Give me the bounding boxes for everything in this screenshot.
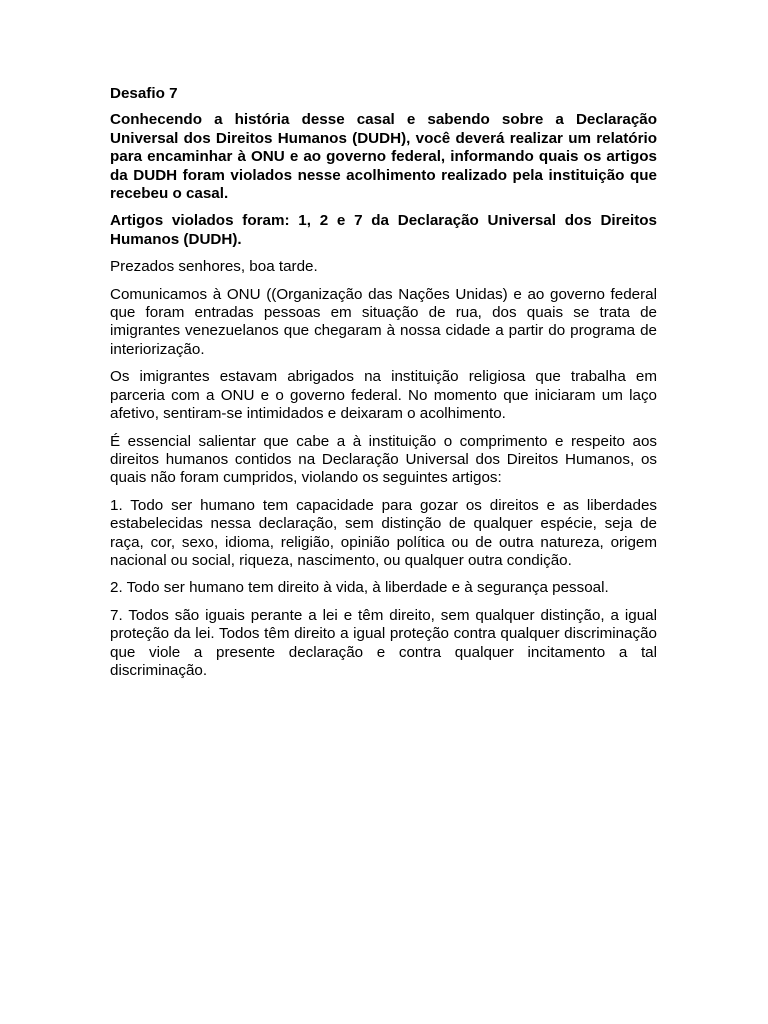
intro-paragraph: Conhecendo a história desse casal e sabendo sobre a Declaração Universal dos Direitos Humanos (DUDH), você deverá realizar um relatório para encaminhar à ONU e ao governo federal, informando quais os artigos da DUDH foram violados nesse acolhimento realizado pela instituição que recebeu o casal. — [110, 111, 657, 203]
body-paragraph-1: Comunicamos à ONU ((Organização das Nações Unidas) e ao governo federal que foram entradas pessoas em situação de rua, dos quais se trata de imigrantes venezuelanos que chegaram à nossa cidade a partir do programa de interiorização. — [110, 285, 657, 358]
violated-articles-paragraph: Artigos violados foram: 1, 2 e 7 da Declaração Universal dos Direitos Humanos (DUDH). — [110, 212, 657, 248]
article-7-paragraph: 7. Todos são iguais perante a lei e têm direito, sem qualquer distinção, a igual proteção da lei. Todos têm direito a igual proteção contra qualquer discriminação que viole a presente declaração e contra qualquer incitamento a tal discriminação. — [110, 606, 657, 679]
document-title: Desafio 7 — [110, 85, 178, 102]
body-paragraph-2: Os imigrantes estavam abrigados na instituição religiosa que trabalha em parceria com a ONU e o governo federal. No momento que iniciaram um laço afetivo, sentiram-se intimidados e deixaram o acolhimento. — [110, 368, 657, 423]
document-page — [110, 85, 657, 689]
article-1-paragraph: 1. Todo ser humano tem capacidade para gozar os direitos e as liberdades estabelecidas nessa declaração, sem distinção de qualquer espécie, seja de raça, cor, sexo, idioma, religião, opinião política ou de outra natureza, origem nacional ou social, riqueza, nascimento, ou qualquer outra condição. — [110, 496, 657, 569]
article-2-paragraph: 2. Todo ser humano tem direito à vida, à liberdade e à segurança pessoal. — [110, 579, 609, 597]
body-paragraph-3: É essencial salientar que cabe a à instituição o comprimento e respeito aos direitos humanos contidos na Declaração Universal dos Direitos Humanos, os quais não foram cumpridos, violando os seguintes artigos: — [110, 432, 657, 487]
greeting-paragraph: Prezados senhores, boa tarde. — [110, 258, 318, 276]
